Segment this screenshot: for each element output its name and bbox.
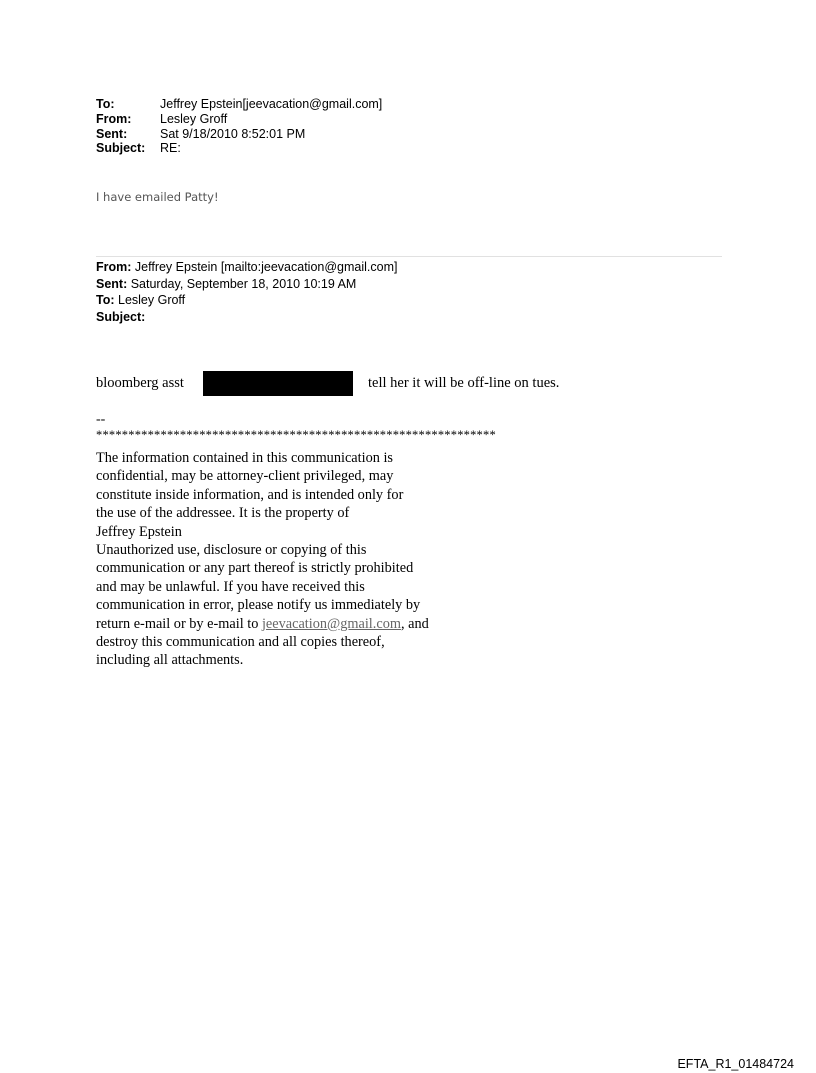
- signature-asterisk-rule: **************************************************************: [96, 428, 496, 442]
- disclaimer-text: return e-mail or by e-mail to: [96, 615, 262, 632]
- disclaimer-line: destroy this communication and all copies thereof,: [96, 634, 385, 651]
- disclaimer-line: the use of the addressee. It is the property of: [96, 505, 350, 522]
- quoted-divider: [96, 256, 722, 257]
- email-link[interactable]: jeevacation@gmail.com: [261, 615, 401, 632]
- to-label: To:: [96, 97, 115, 111]
- header-from-row: [96, 112, 382, 127]
- disclaimer-line: [96, 615, 496, 633]
- disclaimer-line: The information contained in this communication is: [96, 450, 393, 466]
- disclaimer-line: Jeffrey Epstein: [96, 523, 182, 540]
- quoted-subject-label: Subject:: [96, 309, 146, 324]
- header-subject-row: [96, 141, 382, 156]
- quoted-from-value: Jeffrey Epstein [mailto:jeevacation@gmail.com]: [131, 260, 398, 274]
- disclaimer-line: Unauthorized use, disclosure or copying of this: [96, 542, 367, 559]
- message-text-start: bloomberg asst: [96, 375, 184, 391]
- quoted-to-row: [96, 292, 397, 309]
- header-to-row: [96, 97, 382, 112]
- message-text-end: tell her it will be off-line on tues.: [368, 375, 560, 391]
- disclaimer-text: , and: [400, 615, 429, 632]
- from-label: From:: [96, 111, 132, 126]
- quoted-sent-row: [96, 276, 397, 293]
- disclaimer-line: communication or any part thereof is strictly prohibited: [96, 560, 414, 577]
- document-id-footer: EFTA_R1_01484724: [677, 1057, 794, 1071]
- to-value: Jeffrey Epstein[jeevacation@gmail.com]: [160, 97, 383, 111]
- quoted-subject-row: [96, 309, 397, 326]
- quoted-sent-label: Sent:: [96, 276, 128, 291]
- subject-value: RE:: [160, 141, 181, 156]
- quoted-from-row: [96, 259, 397, 276]
- disclaimer-line: and may be unlawful. If you have received this: [96, 578, 365, 595]
- confidentiality-disclaimer: [96, 449, 496, 670]
- email-header: [96, 97, 382, 156]
- quoted-to-label: To:: [96, 293, 115, 307]
- subject-label: Subject:: [96, 141, 146, 156]
- redaction-box: [203, 371, 353, 396]
- disclaimer-line: communication in error, please notify us immediately by: [96, 597, 421, 614]
- disclaimer-line: including all attachments.: [96, 652, 244, 669]
- quoted-to-value: Lesley Groff: [114, 293, 186, 307]
- disclaimer-line: constitute inside information, and is intended only for: [96, 486, 404, 503]
- sent-value: Sat 9/18/2010 8:52:01 PM: [160, 126, 306, 141]
- from-value: Lesley Groff: [160, 111, 228, 126]
- reply-text: I have emailed Patty!: [96, 190, 219, 204]
- quoted-sent-value: Saturday, September 18, 2010 10:19 AM: [127, 276, 357, 291]
- signature-separator: --: [96, 412, 106, 427]
- quoted-from-label: From:: [96, 260, 132, 274]
- disclaimer-line: confidential, may be attorney-client privileged, may: [96, 468, 394, 485]
- header-sent-row: [96, 127, 382, 142]
- quoted-header: [96, 259, 397, 325]
- sent-label: Sent:: [96, 126, 128, 141]
